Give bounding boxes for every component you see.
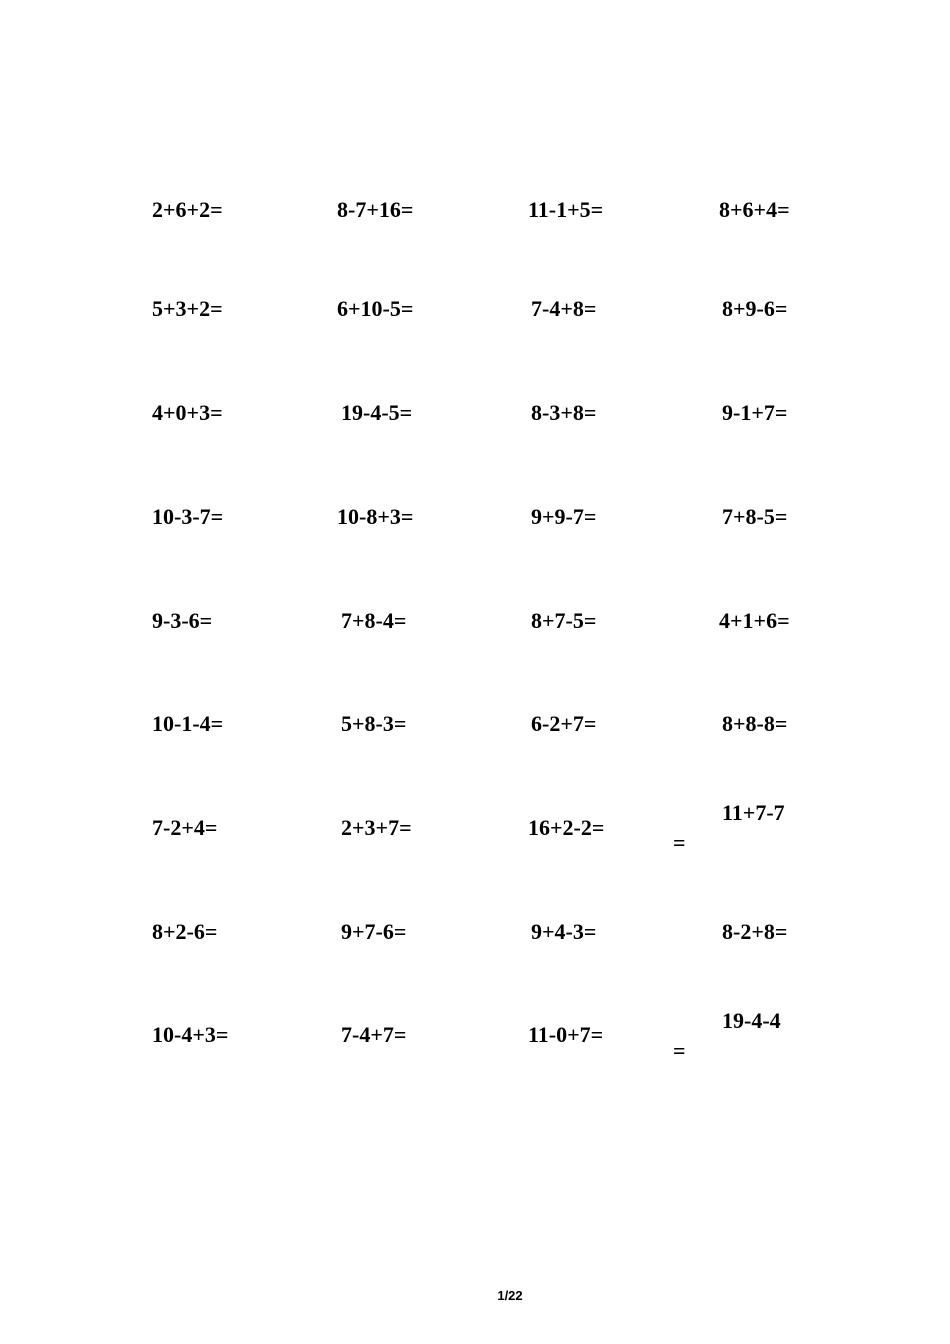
problem-r8-c2: 9+7-6=: [341, 919, 407, 944]
problem-r3-c2: 19-4-5=: [341, 400, 413, 425]
problem-r9-c2: 7-4+7=: [341, 1022, 407, 1047]
problem-r1-c1: 2+6+2=: [152, 197, 223, 222]
problem-r2-c3: 7-4+8=: [531, 296, 597, 321]
problem-r5-c4: 4+1+6=: [719, 608, 790, 633]
problem-r3-c1: 4+0+3=: [152, 400, 223, 425]
problem-r1-c2: 8-7+16=: [337, 197, 414, 222]
problem-r3-c4: 9-1+7=: [722, 400, 788, 425]
problem-r1-c3: 11-1+5=: [528, 197, 604, 222]
problem-r9-c3: 11-0+7=: [528, 1022, 604, 1047]
problem-r9-c1: 10-4+3=: [152, 1022, 229, 1047]
problem-r4-c3: 9+9-7=: [531, 504, 597, 529]
problem-r6-c2: 5+8-3=: [341, 711, 407, 736]
problem-r9-c4: 19-4-4: [722, 1008, 781, 1033]
problem-r8-c3: 9+4-3=: [531, 919, 597, 944]
wrapped-equals-sign-r7: =: [673, 830, 686, 855]
problem-r6-c4: 8+8-8=: [722, 711, 788, 736]
problem-r6-c1: 10-1-4=: [152, 711, 224, 736]
problem-r6-c3: 6-2+7=: [531, 711, 597, 736]
wrapped-equals-sign-r9: =: [673, 1038, 686, 1063]
problem-r4-c1: 10-3-7=: [152, 504, 224, 529]
problem-r8-c1: 8+2-6=: [152, 919, 218, 944]
problem-r7-c4: 11+7-7: [722, 800, 785, 825]
problem-r2-c4: 8+9-6=: [722, 296, 788, 321]
problem-r7-c2: 2+3+7=: [341, 815, 412, 840]
problem-r4-c4: 7+8-5=: [722, 504, 788, 529]
problem-r4-c2: 10-8+3=: [337, 504, 414, 529]
problem-r7-c1: 7-2+4=: [152, 815, 218, 840]
problem-r1-c4: 8+6+4=: [719, 197, 790, 222]
problem-r2-c2: 6+10-5=: [337, 296, 414, 321]
page-number: 1/22: [497, 1288, 523, 1303]
problem-r8-c4: 8-2+8=: [722, 919, 788, 944]
problem-r5-c3: 8+7-5=: [531, 608, 597, 633]
problem-r3-c3: 8-3+8=: [531, 400, 597, 425]
problem-r5-c2: 7+8-4=: [341, 608, 407, 633]
problem-r7-c3: 16+2-2=: [528, 815, 605, 840]
problem-r2-c1: 5+3+2=: [152, 296, 223, 321]
problem-r5-c1: 9-3-6=: [152, 608, 213, 633]
